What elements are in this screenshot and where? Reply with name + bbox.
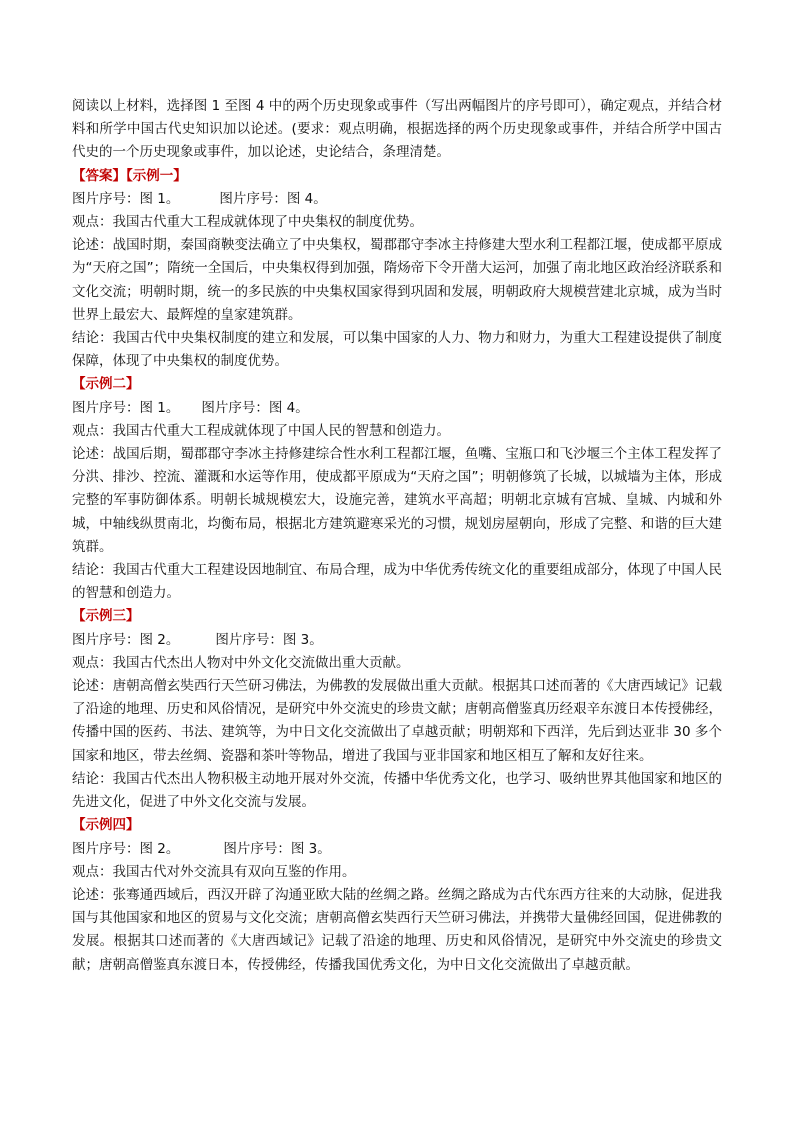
picture-number-a: 图片序号：图 2。 (72, 840, 180, 857)
example-heading: 【示例三】 (72, 608, 140, 625)
document-body (72, 95, 722, 977)
conclusion: 结论：我国古代杰出人物积极主动地开展对外交流，传播中华优秀文化，也学习、吸纳世界其他国家和地区的先进文化，促进了中外文化交流与发展。 (72, 770, 722, 811)
picture-number-b: 图片序号：图 4。 (201, 399, 309, 416)
answer-heading: 【答案】【示例一】 (72, 167, 187, 184)
question-text: 阅读以上材料，选择图 1 至图 4 中的两个历史现象或事件（写出两幅图片的序号即可），确定观点，并结合材料和所学中国古代史知识加以论述。(要求：观点明确，根据选择的两个历史现象或事件，并结合所学中国古代史的一个历史现象或事件，加以论述，史论结合，条理清楚。 (72, 98, 722, 161)
conclusion: 结论：我国古代中央集权制度的建立和发展，可以集中国家的人力、物力和财力，为重大工程建设提供了制度保障，体现了中央集权的制度优势。 (72, 330, 722, 370)
picture-numbers (72, 188, 722, 211)
picture-number-b: 图片序号：图 3。 (223, 840, 331, 857)
picture-numbers (72, 629, 722, 652)
picture-number-b: 图片序号：图 4。 (219, 190, 327, 207)
picture-numbers (72, 838, 722, 861)
discussion: 论述：唐朝高僧玄奘西行天竺研习佛法，为佛教的发展做出重大贡献。根据其口述而著的《大唐西域记》记载了沿途的地理、历史和风俗情况，是研究中外交流史的珍贵文献；唐朝高僧鉴真历经艰辛东渡日本传授佛经，传播中国的医药、书法、建筑等，为中日文化交流做出了卓越贡献；明朝郑和下西洋，先后到达亚非 30 多个国家和地区，带去丝绸、瓷器和茶叶等物品，增进了我国与亚非国家和地区相互了解和友好往来。 (72, 678, 722, 764)
picture-number-a: 图片序号：图 1。 (72, 399, 180, 416)
viewpoint: 观点：我国古代重大工程成就体现了中央集权的制度优势。 (72, 214, 423, 231)
picture-number-a: 图片序号：图 1。 (72, 190, 180, 207)
viewpoint: 观点：我国古代对外交流具有双向互鉴的作用。 (72, 863, 356, 880)
picture-number-b: 图片序号：图 3。 (215, 631, 323, 648)
discussion: 论述：战国后期，蜀郡郡守李冰主持修建综合性水利工程都江堰，鱼嘴、宝瓶口和飞沙堰三个主体工程发挥了分洪、排沙、控流、灌溉和水运等作用，使成都平原成为“天府之国”；明朝修筑了长城，以城墙为主体，形成完整的军事防御体系。明朝长城规模宏大，设施完善，建筑水平高超；明朝北京城有宫城、皇城、内城和外城，中轴线纵贯南北，均衡布局，根据北方建筑避寒采光的习惯，规划房屋朝向，形成了完整、和谐的巨大建筑群。 (72, 446, 722, 555)
conclusion: 结论：我国古代重大工程建设因地制宜、布局合理，成为中华优秀传统文化的重要组成部分，体现了中国人民的智慧和创造力。 (72, 562, 722, 602)
example-heading: 【示例二】 (72, 376, 140, 393)
example-heading: 【示例四】 (72, 817, 140, 834)
picture-number-a: 图片序号：图 2。 (72, 631, 180, 648)
discussion: 论述：战国时期，秦国商鞅变法确立了中央集权，蜀郡郡守李冰主持修建大型水利工程都江堰，使成都平原成为“天府之国”；隋统一全国后，中央集权得到加强，隋炀帝下令开凿大运河，加强了南北地区政治经济联系和文化交流；明朝时期，统一的多民族的中央集权国家得到巩固和发展，明朝政府大规模营建北京城，成为当时世界上最宏大、最辉煌的皇家建筑群。 (72, 237, 722, 323)
picture-numbers (72, 397, 722, 420)
viewpoint: 观点：我国古代重大工程成就体现了中国人民的智慧和创造力。 (72, 422, 450, 439)
discussion: 论述：张骞通西域后，西汉开辟了沟通亚欧大陆的丝绸之路。丝绸之路成为古代东西方往来的大动脉，促进我国与其他国家和地区的贸易与文化交流；唐朝高僧玄奘西行天竺研习佛法，并携带大量佛经回国，促进佛教的发展。根据其口述而著的《大唐西域记》记载了沿途的地理、历史和风俗情况，是研究中外交流史的珍贵文献；唐朝高僧鉴真东渡日本，传授佛经，传播我国优秀文化，为中日文化交流做出了卓越贡献。 (72, 886, 722, 973)
viewpoint: 观点：我国古代杰出人物对中外文化交流做出重大贡献。 (72, 654, 410, 671)
